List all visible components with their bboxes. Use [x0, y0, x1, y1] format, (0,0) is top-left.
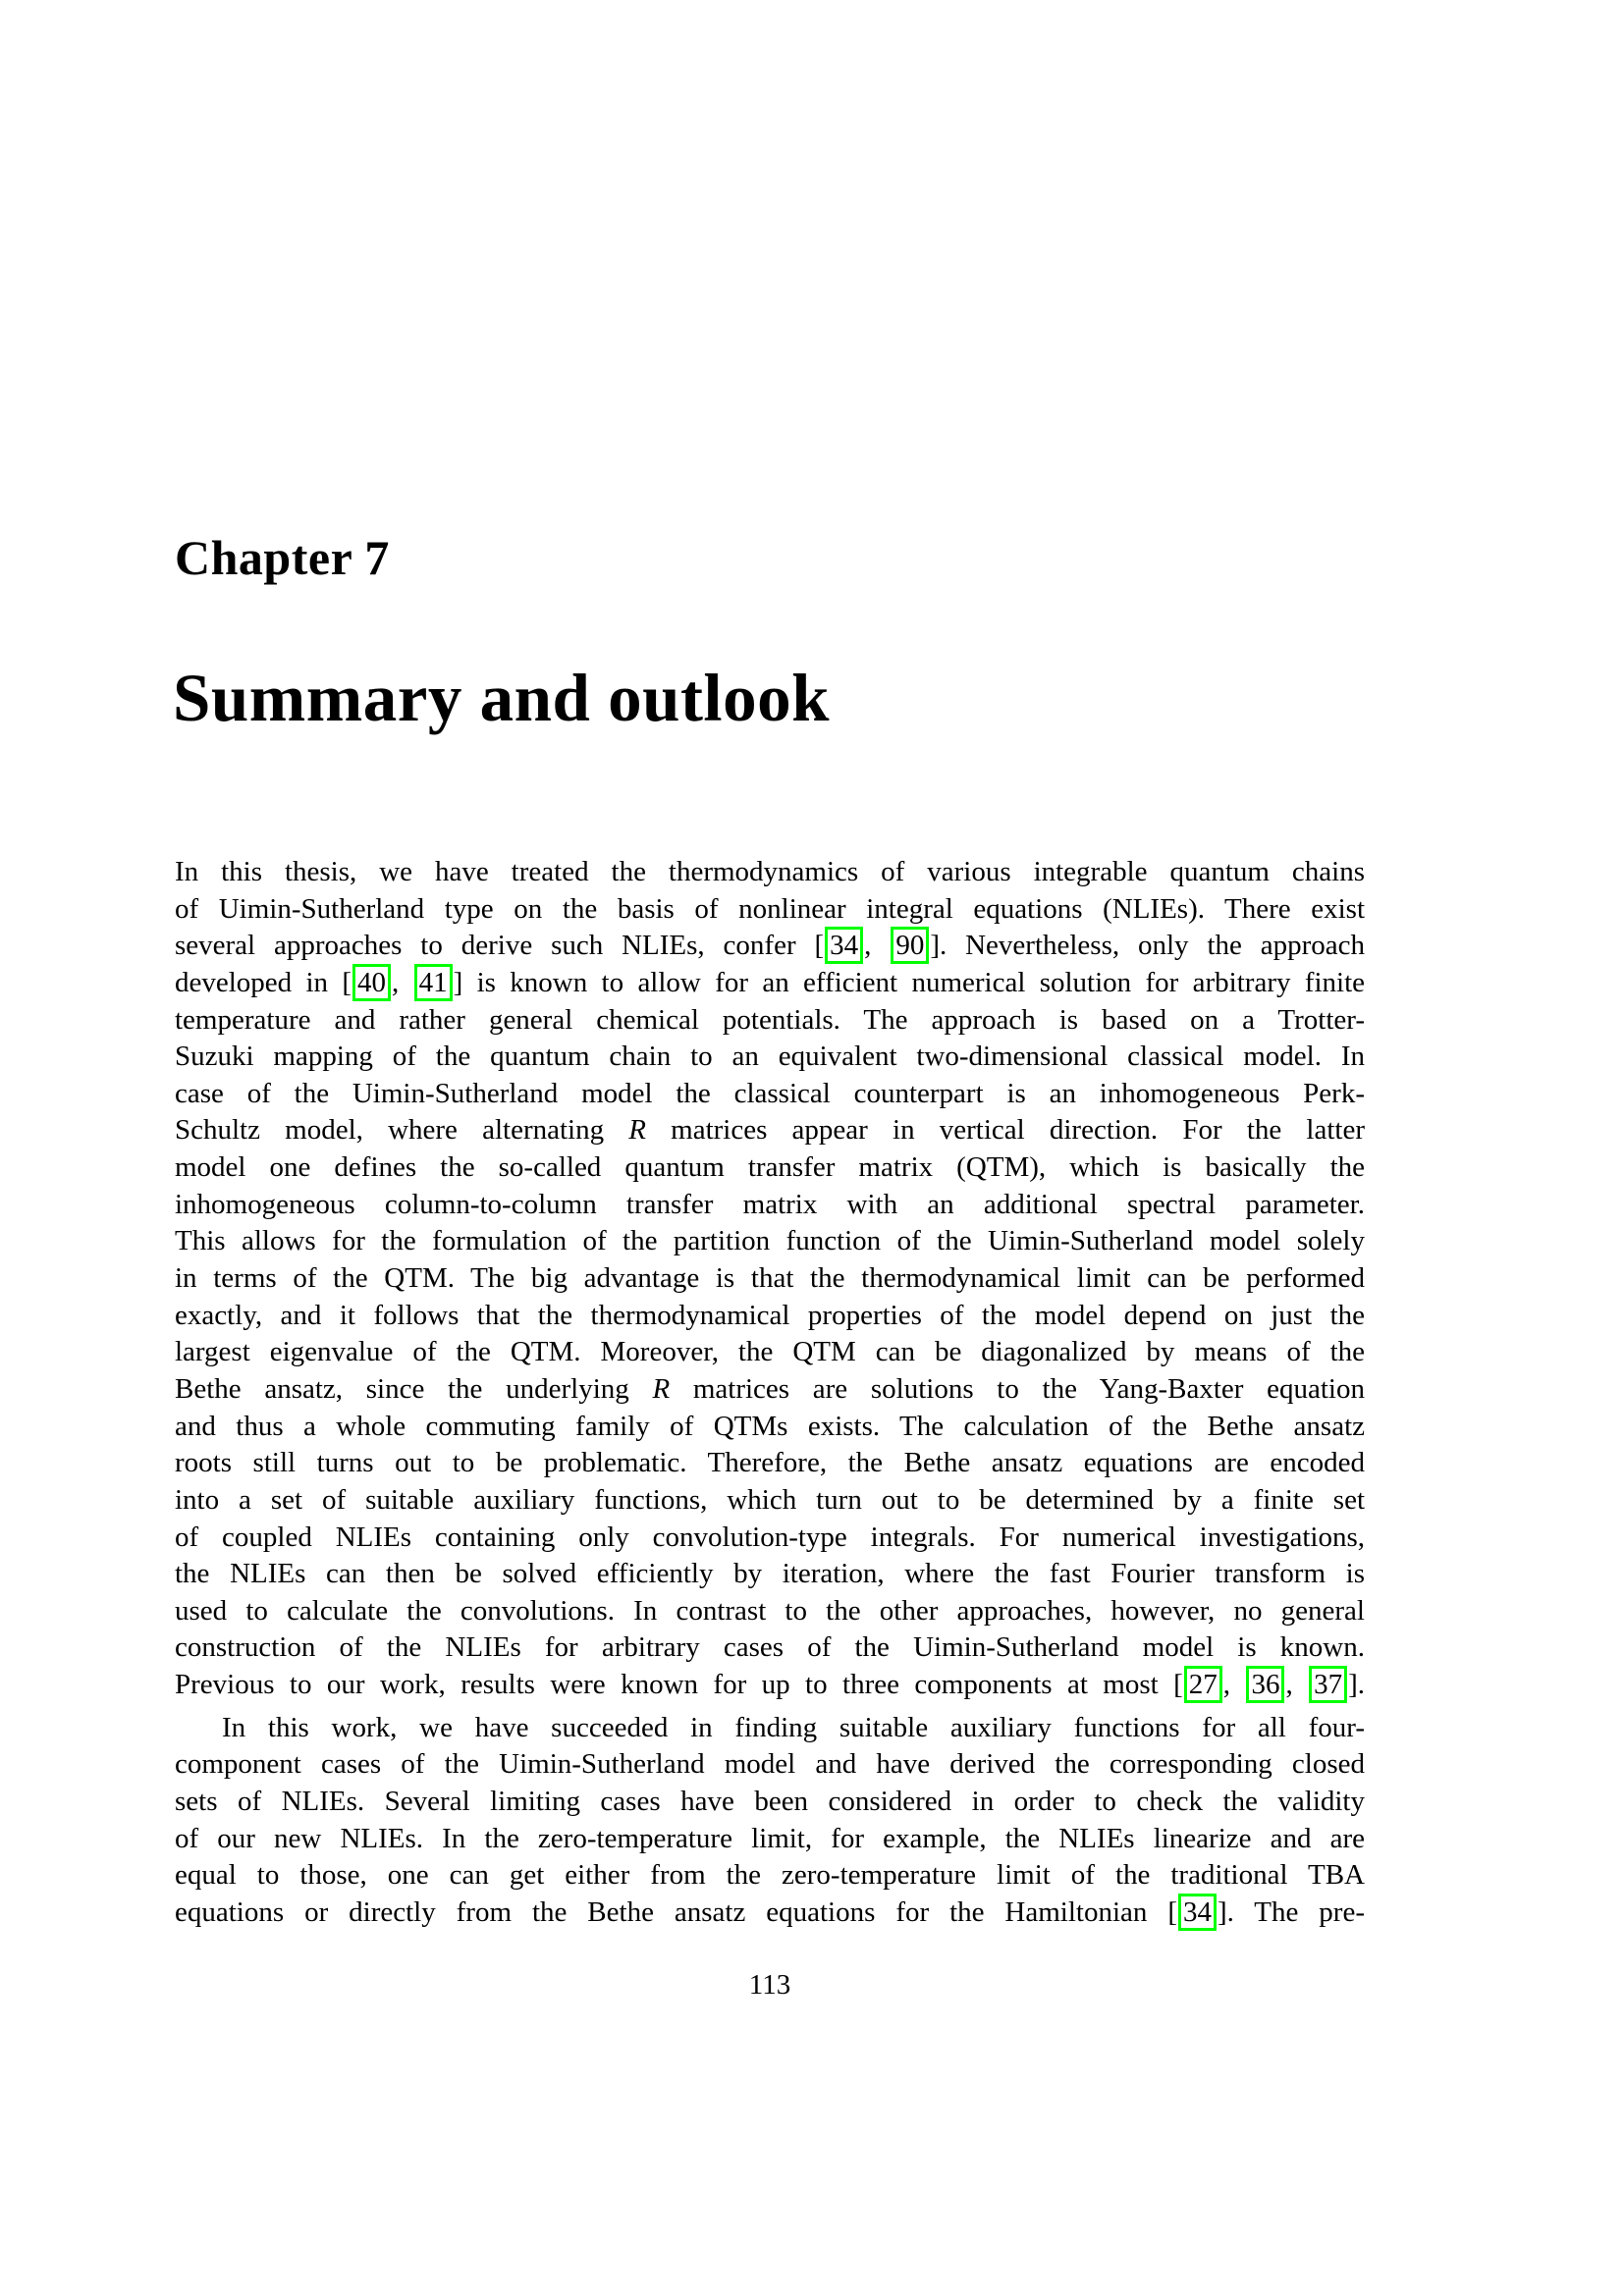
text-line: the NLIEs can then be solved efficiently by iteration, where the fast Fourier transform is — [175, 1558, 1365, 1590]
citation-link[interactable]: 90 — [891, 927, 929, 964]
text-line: of Uimin-Sutherland type on the basis of nonlinear integral equations (NLIEs). There exist — [175, 892, 1365, 925]
text-line: model one defines the so-called quantum transfer matrix (QTM), which is basically the — [175, 1151, 1365, 1184]
text-line: Schultz model, where alternating R matrices appear in vertical direction. For the latter — [175, 1114, 1365, 1147]
citation-link[interactable]: 41 — [414, 964, 453, 1001]
text-line: equations or directly from the Bethe ansatz equations for the Hamiltonian [ 34 ]. The pre- — [175, 1895, 1365, 1932]
text-line: construction of the NLIEs for arbitrary cases of the Uimin-Sutherland model is known. — [175, 1631, 1365, 1664]
text-line: In this work, we have succeeded in finding suitable auxiliary functions for all four- — [222, 1711, 1365, 1743]
citation-link[interactable]: 27 — [1184, 1666, 1222, 1703]
text-line: largest eigenvalue of the QTM. Moreover, the QTM can be diagonalized by means of the — [175, 1336, 1365, 1368]
math-symbol: R — [652, 1372, 671, 1405]
text-line: Bethe ansatz, since the underlying R matrices are solutions to the Yang-Baxter equation — [175, 1372, 1365, 1405]
text-line: In this thesis, we have treated the thermodynamics of various integrable quantum chains — [175, 856, 1365, 887]
text-line: This allows for the formulation of the partition function of the Uimin-Sutherland model solely — [175, 1225, 1365, 1257]
text-line: case of the Uimin-Sutherland model the classical counterpart is an inhomogeneous Perk- — [175, 1077, 1365, 1109]
text-line: into a set of suitable auxiliary functions, which turn out to be determined by a finite set — [175, 1483, 1365, 1516]
text-line: Suzuki mapping of the quantum chain to an equivalent two-dimensional classical model. In — [175, 1041, 1365, 1073]
text-line: inhomogeneous column-to-column transfer matrix with an additional spectral parameter. — [175, 1188, 1365, 1220]
body-text — [175, 854, 1365, 1932]
text-line: temperature and rather general chemical potentials. The approach is based on a Trotter- — [175, 1003, 1365, 1036]
chapter-title: Summary and outlook — [173, 661, 830, 735]
text-line: developed in [ 40 , 41 ] is known to allow for an efficient numerical solution for arbitrary finite — [175, 965, 1365, 1002]
text-line: and thus a whole commuting family of QTMs exists. The calculation of the Bethe ansatz — [175, 1410, 1365, 1442]
citation-link[interactable]: 34 — [1178, 1894, 1217, 1931]
math-symbol: R — [628, 1114, 646, 1147]
paragraph — [175, 1710, 1365, 1932]
text-line: roots still turns out to be problematic. Therefore, the Bethe ansatz equations are encoded — [175, 1447, 1365, 1479]
text-line: Previous to our work, results were known for up to three components at most [ 27 , 36 , 37 ]. — [175, 1667, 1365, 1704]
text-line: exactly, and it follows that the thermodynamical properties of the model depend on just the — [175, 1299, 1365, 1331]
text-line: component cases of the Uimin-Sutherland model and have derived the corresponding closed — [175, 1748, 1365, 1781]
citation-link[interactable]: 36 — [1246, 1666, 1284, 1703]
citation-link[interactable]: 37 — [1309, 1666, 1347, 1703]
citation-link[interactable]: 40 — [352, 964, 391, 1001]
text-line: in terms of the QTM. The big advantage is that the thermodynamical limit can be performed — [175, 1262, 1365, 1295]
page-number: 113 — [748, 1969, 791, 2001]
text-line: of coupled NLIEs containing only convolution-type integrals. For numerical investigations, — [175, 1521, 1365, 1553]
citation-link[interactable]: 34 — [825, 927, 863, 964]
paragraph — [175, 854, 1365, 1704]
text-line: used to calculate the convolutions. In contrast to the other approaches, however, no general — [175, 1594, 1365, 1627]
text-line: equal to those, one can get either from the zero-temperature limit of the traditional TBA — [175, 1859, 1365, 1892]
text-line: of our new NLIEs. In the zero-temperature limit, for example, the NLIEs linearize and are — [175, 1822, 1365, 1854]
text-line: sets of NLIEs. Several limiting cases have been considered in order to check the validity — [175, 1786, 1365, 1818]
text-line: several approaches to derive such NLIEs, confer [ 34 , 90 ]. Nevertheless, only the approach — [175, 928, 1365, 965]
chapter-label: Chapter 7 — [175, 530, 390, 585]
